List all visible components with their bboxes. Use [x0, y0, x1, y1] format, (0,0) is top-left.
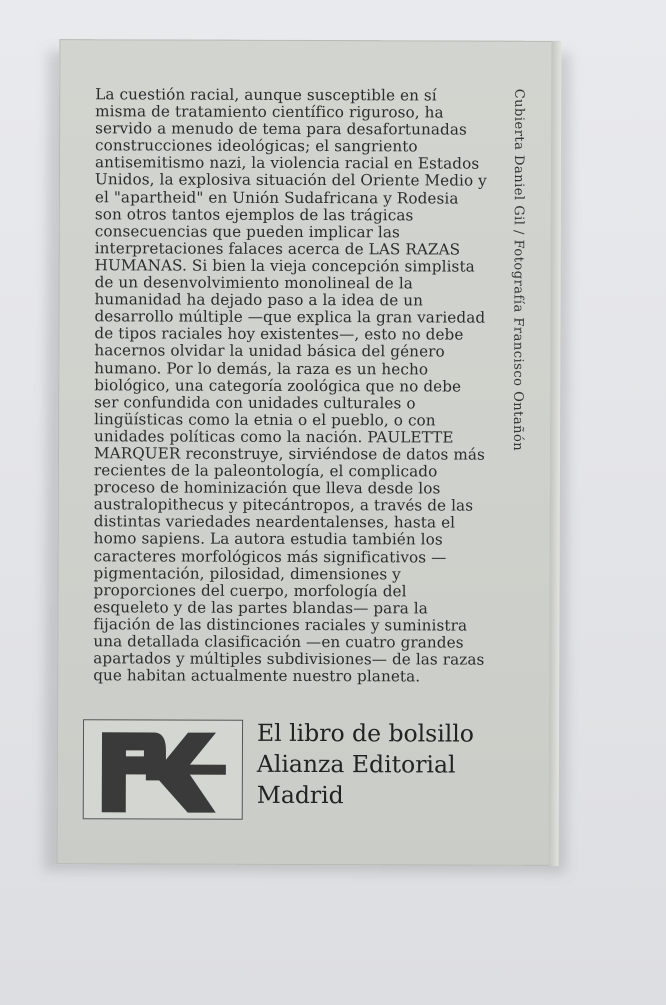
- alianza-logo-icon: [83, 719, 243, 820]
- cover-blurb: [93, 86, 487, 686]
- publisher-name: Alianza Editorial: [256, 749, 456, 779]
- series-name: El libro de bolsillo: [256, 718, 475, 748]
- book-back-cover: [57, 39, 560, 866]
- imprint-block: [257, 718, 474, 812]
- blurb-text: La cuestión racial, aunque susceptible en sí misma de tratamiento científico riguroso, ha servido a menudo de tema para desafortunadas construcciones ideológicas; el sangriento antisemitismo nazi, la violencia racial en Estados Unidos, la explosiva situación del Oriente Medio y el "apartheid" en Unión Sudafricana y Rodesia son otros tantos ejemplos de las trágicas consecuencias que pueden implicar las interpretaciones falaces acerca de LAS RAZAS HUMANAS. Si bien la vieja concepción simplista de un desenvolvimiento monolineal de la humanidad ha dejado paso a la idea de un desarrollo múltiple —que explica la gran variedad de tipos raciales hoy existentes—, esto no debe hacernos olvidar la unidad básica del género humano. Por lo demás, la raza es un hecho biológico, una categoría zoológica que no debe ser confundida con unidades culturales o lingüísticas como la etnia o el pueblo, o con unidades políticas como la nación. PAULETTE MARQUER reconstruye, sirviéndose de datos más recientes de la paleontología, el complicado proceso de hominización que lleva desde los australopithecus y pitecántropos, a través de las distintas variedades neardentalenses, hasta el homo sapiens. La autora estudia también los caracteres morfológicos más significativos —pigmentación, pilosidad, dimensiones y proporciones del cuerpo, morfología del esqueleto y de las partes blandas— para la fijación de las distinciones raciales y suministra una detallada clasificación —en cuatro grandes apartados y múltiples subdivisiones— de las razas que habitan actualmente nuestro planeta.: [93, 85, 487, 686]
- publisher-city: Madrid: [256, 780, 344, 810]
- cover-credit: Cubierta Daniel Gil / Fotografía Francisco Ontañón: [510, 88, 527, 452]
- publisher-logo-svg: [84, 720, 242, 819]
